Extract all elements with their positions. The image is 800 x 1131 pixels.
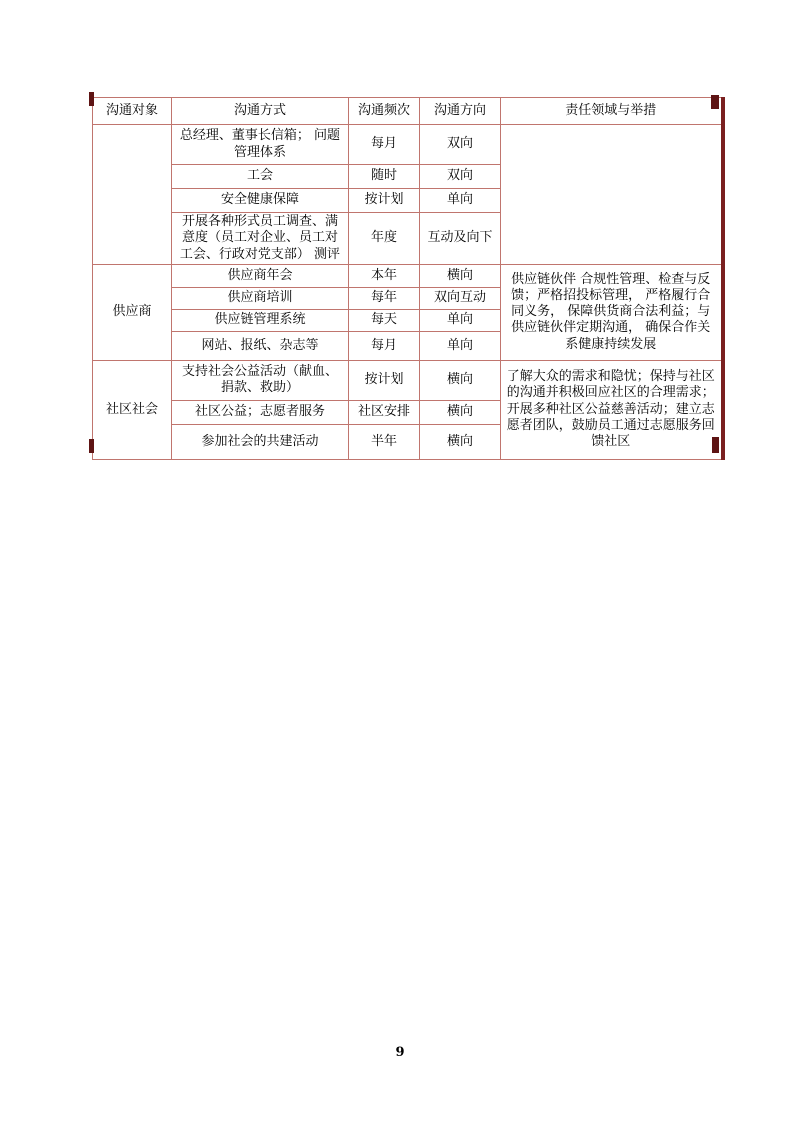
direction-cell: 双向 bbox=[420, 165, 501, 189]
method-cell: 安全健康保障 bbox=[172, 189, 349, 213]
frequency-cell: 半年 bbox=[349, 424, 420, 459]
page-number: 9 bbox=[395, 1045, 405, 1060]
frequency-cell: 每天 bbox=[349, 309, 420, 331]
object-cell-employees bbox=[93, 125, 172, 265]
frequency-cell: 每月 bbox=[349, 125, 420, 165]
frequency-cell: 随时 bbox=[349, 165, 420, 189]
header-method: 沟通方式 bbox=[172, 98, 349, 125]
object-cell-community: 社区社会 bbox=[93, 360, 172, 459]
table-handle-top-right bbox=[711, 95, 719, 109]
method-cell: 网站、报纸、杂志等 bbox=[172, 331, 349, 360]
method-cell: 供应商年会 bbox=[172, 264, 349, 287]
frequency-cell: 按计划 bbox=[349, 189, 420, 213]
direction-cell: 横向 bbox=[420, 400, 501, 424]
frequency-cell: 年度 bbox=[349, 213, 420, 265]
direction-cell: 单向 bbox=[420, 309, 501, 331]
header-direction: 沟通方向 bbox=[420, 98, 501, 125]
method-cell: 供应商培训 bbox=[172, 287, 349, 309]
responsibility-cell-community: 了解大众的需求和隐忧；保持与社区的沟通并积极回应社区的合理需求；开展多种社区公益慈善活动；建立志愿者团队，鼓励员工通过志愿服务回馈社区 bbox=[501, 360, 723, 459]
direction-cell: 横向 bbox=[420, 424, 501, 459]
method-cell: 参加社会的共建活动 bbox=[172, 424, 349, 459]
table-row bbox=[93, 264, 723, 287]
header-object: 沟通对象 bbox=[93, 98, 172, 125]
method-cell: 支持社会公益活动（献血、捐款、救助） bbox=[172, 360, 349, 400]
responsibility-cell-suppliers: 供应链伙伴 合规性管理、检查与反馈；严格招投标管理， 严格履行合同义务， 保障供货商合法利益；与供应链伙伴定期沟通， 确保合作关系健康持续发展 bbox=[501, 264, 723, 360]
frequency-cell: 按计划 bbox=[349, 360, 420, 400]
frequency-cell: 社区安排 bbox=[349, 400, 420, 424]
responsibility-cell-employees bbox=[501, 125, 723, 265]
method-cell: 工会 bbox=[172, 165, 349, 189]
table-handle-top-left bbox=[89, 92, 94, 106]
frequency-cell: 每年 bbox=[349, 287, 420, 309]
direction-cell: 双向 bbox=[420, 125, 501, 165]
frequency-cell: 每月 bbox=[349, 331, 420, 360]
method-cell: 总经理、董事长信箱； 问题管理体系 bbox=[172, 125, 349, 165]
direction-cell: 双向互动 bbox=[420, 287, 501, 309]
table-row bbox=[93, 125, 723, 165]
frequency-cell: 本年 bbox=[349, 264, 420, 287]
direction-cell: 互动及向下 bbox=[420, 213, 501, 265]
table-handle-bottom-right bbox=[712, 437, 719, 453]
method-cell: 社区公益；志愿者服务 bbox=[172, 400, 349, 424]
header-frequency: 沟通频次 bbox=[349, 98, 420, 125]
direction-cell: 横向 bbox=[420, 264, 501, 287]
method-cell: 供应链管理系统 bbox=[172, 309, 349, 331]
direction-cell: 单向 bbox=[420, 331, 501, 360]
object-cell-suppliers: 供应商 bbox=[93, 264, 172, 360]
header-responsibility: 责任领域与举措 bbox=[501, 98, 723, 125]
table-handle-bottom-left bbox=[89, 439, 94, 453]
table-row bbox=[93, 360, 723, 400]
communication-table bbox=[92, 97, 725, 460]
method-cell: 开展各种形式员工调查、满意度（员工对企业、员工对工会、行政对党支部） 测评 bbox=[172, 213, 349, 265]
direction-cell: 单向 bbox=[420, 189, 501, 213]
table-header-row bbox=[93, 98, 723, 125]
direction-cell: 横向 bbox=[420, 360, 501, 400]
